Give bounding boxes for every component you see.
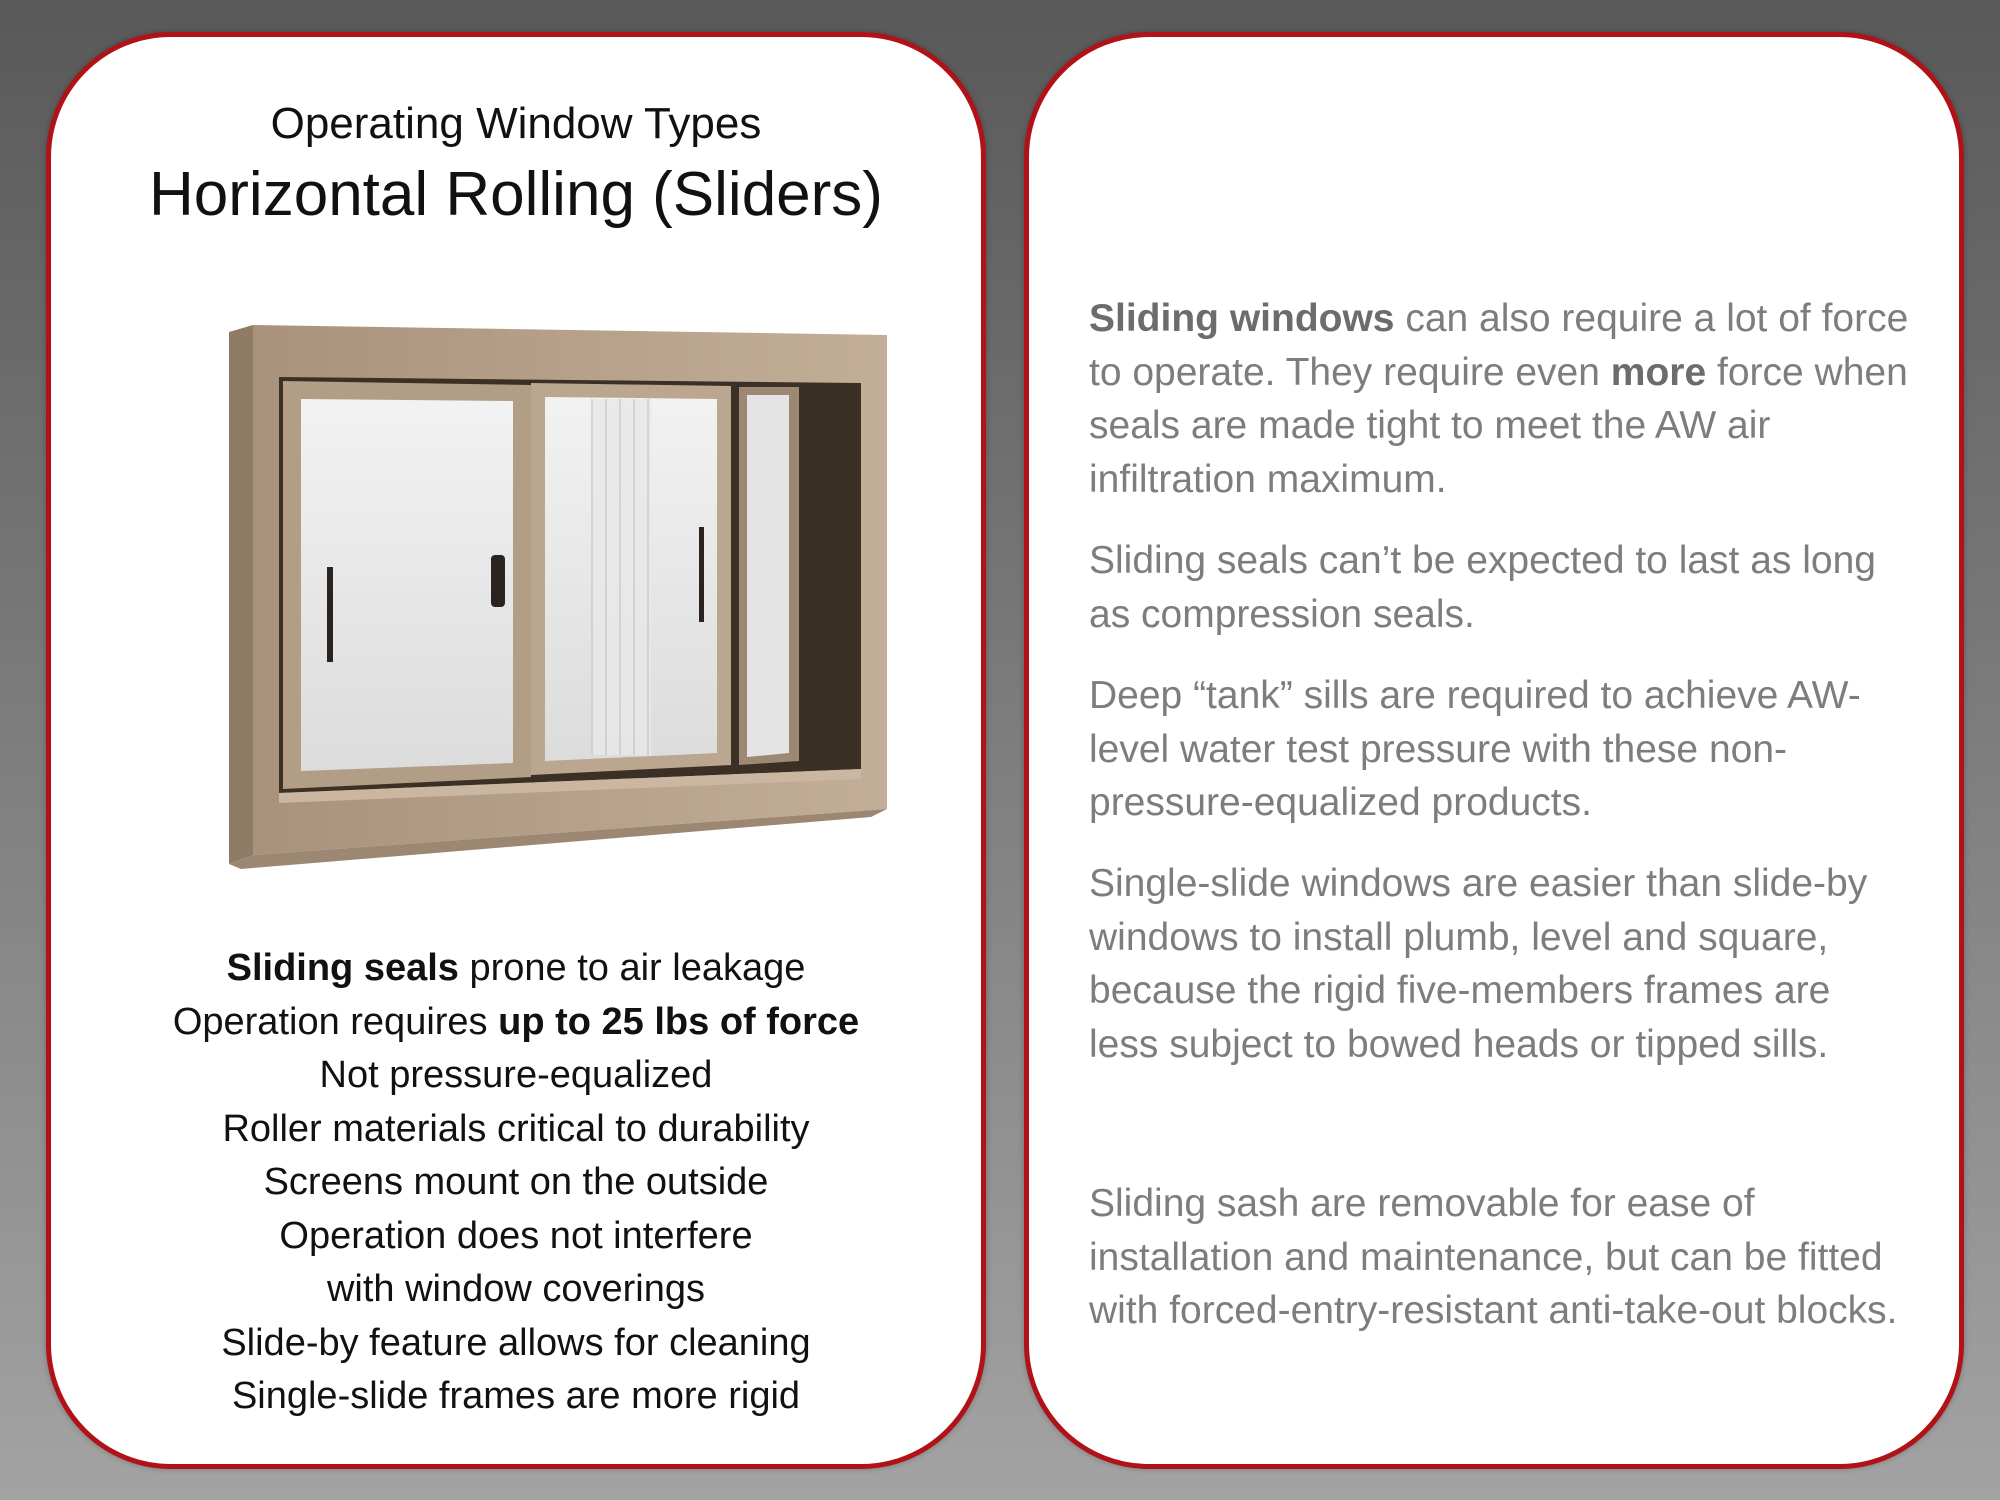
list-item: Roller materials critical to durability <box>222 1107 810 1150</box>
phrase: Operation requires <box>172 1000 499 1043</box>
left-pull-handle <box>327 567 333 662</box>
paragraph-installation: Single-slide windows are easier than slide-by windows to install plumb, level and square, because the rigid five-members frames are less subject to bowed heads or tipped sills. <box>1089 862 1868 1066</box>
screen-mesh <box>747 395 789 757</box>
slide-title: Horizontal Rolling (Sliders) <box>149 160 883 229</box>
list-item: with window coverings <box>326 1268 706 1310</box>
bold-phrase: more <box>1610 350 1707 394</box>
phrase: force when seals are made tight to meet the AW air infiltration maximum. <box>1089 350 1908 501</box>
paragraph-seals: Sliding seals can’t be expected to last as long as compression seals. <box>1089 539 1876 636</box>
list-item: Single-slide frames are more rigid <box>231 1375 801 1417</box>
list-item: Slide-by feature allows for cleaning <box>221 1321 811 1364</box>
list-item: Not pressure-equalized <box>319 1054 713 1096</box>
right-card <box>1024 32 1964 1469</box>
list-item <box>71 942 961 996</box>
list-item: Operation does not interfere <box>279 1214 753 1257</box>
phrase: prone to air leakage <box>458 947 806 989</box>
right-pull-handle <box>699 527 704 622</box>
feature-list <box>71 942 961 1424</box>
bold-phrase: Sliding seals <box>226 947 459 989</box>
sash-lock-icon <box>491 555 505 607</box>
paragraph-sills: Deep “tank” sills are required to achieve AW-level water test pressure with these non-pressure-equalized products. <box>1089 674 1861 824</box>
vertical-blinds <box>591 399 651 755</box>
sliding-window-image <box>171 287 891 887</box>
phrase: can also require a lot of force to operate. They require even <box>1089 297 1909 394</box>
list-item: Screens mount on the outside <box>263 1161 769 1203</box>
paragraph-force <box>1089 292 1909 506</box>
slide-subtitle: Operating Window Types <box>270 99 762 148</box>
frame-depth-left <box>229 325 253 864</box>
bold-phrase: up to 25 lbs of force <box>498 1000 860 1043</box>
left-card <box>46 32 986 1469</box>
paragraph-removable-sash: Sliding sash are removable for ease of installation and maintenance, but can be fitted with forced-entry-resistant anti-take-out blocks. <box>1089 1182 1898 1332</box>
bold-phrase: Sliding windows <box>1089 297 1395 340</box>
list-item <box>71 996 961 1050</box>
